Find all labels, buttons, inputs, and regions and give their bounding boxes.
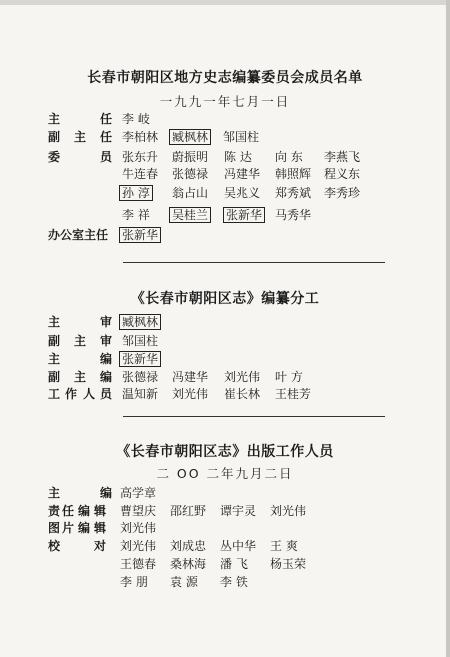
member-name: 冯建华 <box>224 167 261 181</box>
member-name: 李 朋 <box>120 575 148 589</box>
member-name: 李燕飞 <box>324 150 361 164</box>
member-name-boxed: 臧枫林 <box>172 128 211 146</box>
member-name-boxed: 臧枫林 <box>122 313 161 331</box>
member-name: 陈 达 <box>224 150 252 164</box>
section1-date: 一九九一年七月一日 <box>159 94 291 109</box>
section1-title: 长春市朝阳区地方史志编纂委员会成员名单 <box>87 70 363 86</box>
divider-2 <box>123 416 385 417</box>
member-name: 李 铁 <box>220 575 248 589</box>
member-name: 刘光伟 <box>172 387 209 401</box>
member-name: 王德春 <box>120 557 157 571</box>
member-name: 邹国柱 <box>122 334 159 348</box>
member-name: 叶 方 <box>275 370 303 384</box>
member-name-boxed: 张新华 <box>226 206 265 224</box>
member-name: 冯建华 <box>172 370 209 384</box>
member-name: 郑秀斌 <box>275 186 312 200</box>
member-name: 邵红野 <box>170 504 207 518</box>
member-name-boxed: 张新华 <box>122 226 161 244</box>
member-name: 刘成忠 <box>170 539 207 553</box>
member-name: 刘光伟 <box>120 521 157 535</box>
member-name: 潘 飞 <box>220 557 248 571</box>
section2-title: 《长春市朝阳区志》编纂分工 <box>130 291 320 307</box>
divider-1 <box>123 262 385 263</box>
member-name: 王 爽 <box>270 539 298 553</box>
member-name: 向 东 <box>275 150 303 164</box>
member-name: 李秀珍 <box>324 186 361 200</box>
member-name: 桑林海 <box>170 557 207 571</box>
member-name: 高学章 <box>120 486 157 500</box>
member-name: 翁占山 <box>172 186 209 200</box>
member-name: 曹望庆 <box>120 504 157 518</box>
member-name: 牛连春 <box>122 167 159 181</box>
member-name: 邹国柱 <box>223 130 260 144</box>
section3-date: 二 OO 二年九月二日 <box>156 466 294 481</box>
member-name: 谭宇灵 <box>220 504 257 518</box>
member-name: 李 岐 <box>122 112 150 126</box>
member-name-boxed: 孙 淳 <box>122 184 153 202</box>
page-top-edge <box>0 0 450 5</box>
member-name: 蔚振明 <box>172 150 209 164</box>
member-name: 王桂芳 <box>275 387 312 401</box>
member-name: 张德禄 <box>122 370 159 384</box>
member-name: 程义东 <box>324 167 361 181</box>
member-name: 刘光伟 <box>120 539 157 553</box>
member-name: 袁 源 <box>170 575 198 589</box>
member-name: 刘光伟 <box>224 370 261 384</box>
member-name: 李柏林 <box>122 130 159 144</box>
member-name: 丛中华 <box>220 539 257 553</box>
member-name-boxed: 吴桂兰 <box>172 206 211 224</box>
section3-title: 《长春市朝阳区志》出版工作人员 <box>116 444 334 460</box>
document-page: 长春市朝阳区地方史志编纂委员会成员名单 一九九一年七月一日 主 任 李 岐 副 主 任 李柏林 臧枫林 邹国柱 委 员 张东升 蔚振明 陈 达 向 东 李燕飞 牛连春 张德禄 冯建华 韩照辉 程义东 孙 淳 翁占山 吴兆义 郑秀斌 李秀珍 李 祥 吴桂兰 张新华 马秀华 办公室主任 张新华 《长春市朝阳区志》编纂分工 主 审 臧枫林 副 主 审 邹国柱 主 编 张新华 副 主 编 张德禄 冯建华 刘光伟 叶 方 工 作 人 员 温知新 刘光伟 崔长林 王桂芳 《长春市朝阳区志》出版工作人员 二 OO 二年九月二日 主 编 高学章 责 任 编 辑 曹望庆 邵红野 谭宇灵 刘光伟 图 片 编 辑 刘光伟 校 对 刘光伟 刘成忠 丛中华 王 爽 王德春 桑林海 潘 飞 杨玉荣 李 朋 袁 源 李 铁 <box>0 0 450 657</box>
member-name: 马秀华 <box>275 208 312 222</box>
member-name: 崔长林 <box>224 387 261 401</box>
member-name: 张东升 <box>122 150 159 164</box>
member-name: 张德禄 <box>172 167 209 181</box>
member-name: 温知新 <box>122 387 159 401</box>
member-name: 刘光伟 <box>270 504 307 518</box>
member-name: 李 祥 <box>122 208 150 222</box>
member-name: 杨玉荣 <box>270 557 307 571</box>
member-name-boxed: 张新华 <box>122 350 161 368</box>
member-name: 韩照辉 <box>275 167 312 181</box>
member-name: 吴兆义 <box>224 186 261 200</box>
